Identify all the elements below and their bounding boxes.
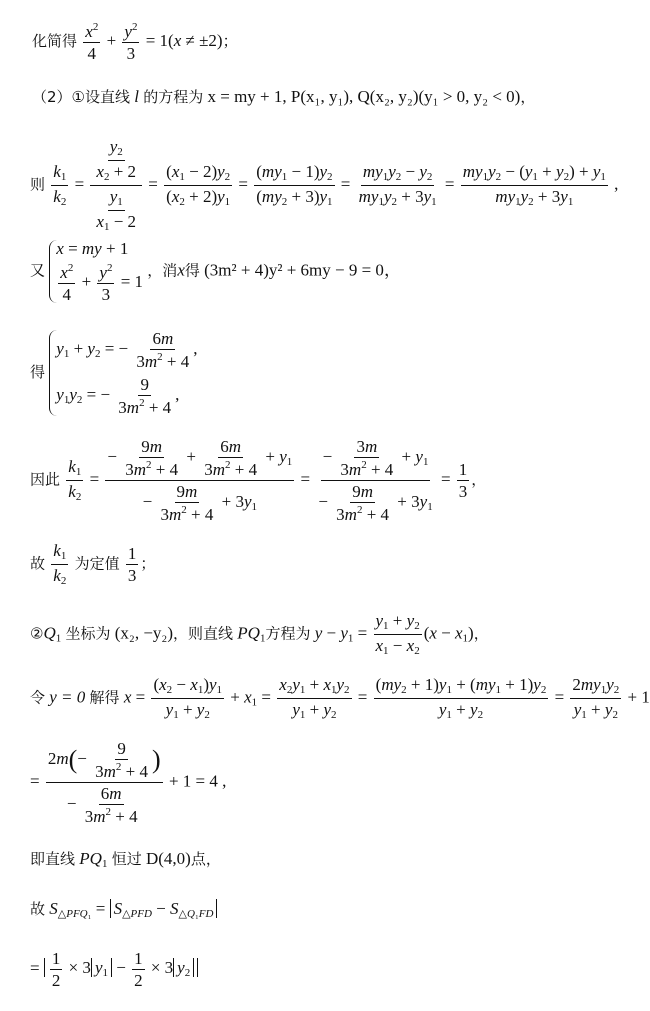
line-q1-coord: $②Q_1$ 坐标为 (x₂, −y₂)，则直线 $PQ_1$方程为 $y - y_1$ = $\frac{y_1 + y_2}{x_1 - x_2}$ $(x - x_1)$， — [30, 611, 489, 657]
line-ellipse-equation: 化简得 $\frac{x^2}{4}$ + $\frac{y^2}{3}$ = 1(x ≠ ±2)； — [32, 21, 238, 63]
line-constant: 故 $\frac{k_1}{k_2}$ 为定值 $\frac{1}{3}$ ； — [30, 541, 156, 587]
line-system-1: 又 x = my + 1 $\frac{x^2}{4}$ + $\frac{y^2}{3}$ = 1 ，消x得 (3m² + 4)y² + 6my − 9 = 0， — [30, 239, 401, 304]
line-equals-4: = 2m(− $\frac{9}{3m^2 + 4}$ ) − $\frac{6m}{3m^2 + 4}$ + 1 = 4 , — [30, 739, 227, 826]
line-therefore: 因此 $\frac{k_1}{k_2}$ = − $\frac{9m}{3m^2 + 4}$ + $\frac{6m}{3m^2 + 4}$ + $y_1$ − $\frac{9m}{3m^2 + 4}$ + $3y_1$ = − $\frac{3m}{3m^2 + 4}$ + $y_1$ − $\frac{9m}{3m^2 + 4}$ + $3y_1$ = $\frac{1}{3}$ ， — [30, 437, 487, 524]
line-fixed-point: 即直线 $PQ_1$ 恒过 D(4,0)点， — [30, 849, 221, 870]
frac-y2-3: $\frac{y^2}{3}$ — [124, 21, 138, 63]
line-k-ratio: 则 $\frac{k_1}{k_2}$ = $\frac{\frac{y_2}{x_2 + 2}}{\frac{y_1}{x_1 - 2}}$ = $\frac{(x_1 - 2)y_2}{(x_2 + 2)y_1}$ = $\frac{(my_1 - 1)y_2}{(my_2 + 3)y_1}$ = $\frac{my_1y_2 - y_2}{my_1y_2 + 3y_1}$ = $\frac{my_1y_2 - (y_1 + y_2) + y_1}{my_1y_2 + 3y_1}$ , — [30, 137, 619, 233]
line-set-line: （2）①设直线 l 的方程为 x = my + 1, P(x₁, y₁), Q(x₂, y₂)(y₁ > 0, y₂ < 0)， — [32, 87, 536, 106]
line-area: 故 $S_{\triangle PFQ_1} = S_{\triangle PFD} - S_{\triangle Q_1FD}$ — [30, 900, 217, 920]
frac-compound: $\frac{\frac{y_2}{x_2 + 2}}{\frac{y_1}{x_1 - 2}}$ — [90, 138, 142, 233]
frac-x2-4: $\frac{x^2}{4}$ — [85, 21, 99, 63]
param-eq: x = my + 1, P(x₁, y₁), Q(x₂, y₂)(y₁ > 0, y₂ < 0) — [207, 87, 521, 106]
line-solve-x: 令 y = 0 解得 x = $\frac{(x_2 - x_1)y_1}{y_1 + y_2}$ + $x_1$ = $\frac{x_2y_1 + x_1y_2}{y_1 + y_2}$ = $\frac{(my_2 + 1)y_1 + (my_1 + 1)y_2}{y_1 + y_2}$ = $\frac{2my_1y_2}{y_1 + y_2}$ + 1 — [30, 675, 650, 721]
line-system-2: 得 $y_1 + y_2$ = − $\frac{6m}{3m^2 + 4}$ , $y_1y_2$ = − $\frac{9}{3m^2 + 4}$ , — [30, 329, 198, 417]
text-simplify: 化简得 — [32, 31, 78, 50]
line-area-calc: = $\frac{1}{2}$ × 3 $y_1$ − $\frac{1}{2}$ × 3 $y_2$ — [30, 950, 198, 989]
